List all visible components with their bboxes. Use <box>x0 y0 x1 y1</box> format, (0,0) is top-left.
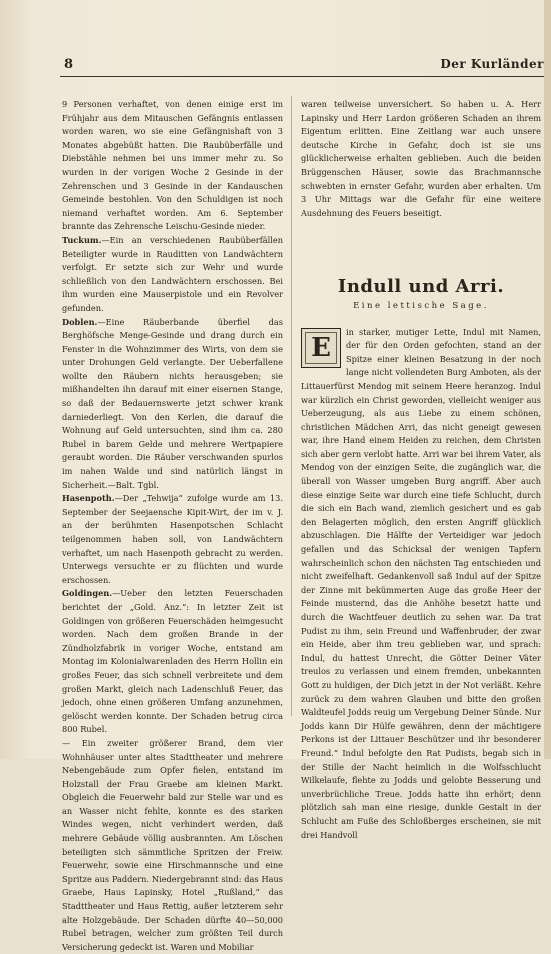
page-edge <box>544 0 551 759</box>
story-title: Indull und Arri. <box>337 276 505 298</box>
paragraph: Doblen.—Eine Räuberbande überfiel das Berghöfsche Menge-Gesinde und drang durch ein Fenster in die Wohnzimmer des Wirts, von dem sie unter Drohungen Geld verlangte. Der Ueberfallene wollte den Räubern nichts herausgeben; sie mißhandelten ihn darauf mit einer eisernen Stange, so daß der Bedauernswerte jetzt schwer krank darniederliegt. Von den Kerlen, die darauf die Wohnung auf Geld untersuchten, sind ihm ca. 280 Rubel in barem Gelde und mehrere Wertpapiere geraubt worden. Die Räuber verschwanden spurlos im nahen Walde und sind natürlich längst in Sicherheit.—Balt. Tgbl. <box>62 316 283 490</box>
column-divider <box>291 96 292 716</box>
running-title: Der Kurländer <box>440 57 544 71</box>
drop-cap: E <box>301 328 341 368</box>
place-heading: Hasenpoth. <box>62 493 115 504</box>
paragraph: Tuckum.—Ein an verschiedenen Raubüberfällen Beteiligter wurde in Rauditten von Landwächtern verfolgt. Er setzte sich zur Wehr und wurde schließlich von den Landwächtern erschossen. Bei ihm wurden eine Mauserpistole und ein Revolver gefunden. <box>62 234 283 313</box>
story-subtitle: Eine lettische Sage. <box>353 300 489 311</box>
paragraph: Goldingen.—Ueber den letzten Feuerschaden berichtet der „Gold. Anz.“: In letzter Zeit ist Goldingen von größeren Feuerschäden heimgesucht worden. Nach dem großen Brande in der Zündholzfabrik in voriger Woche, entstand am Montag im Kolonialwarenladen des Herrn Hollin ein großes Feuer, das sich schnell verbreitete und dem großen Markt, gleich nach Ladenschluß Feuer, das jedoch, ohne einen größeren Umfang anzunehmen, gelöscht werden konnte. Der Schaden betrug circa 800 Rubel. <box>62 588 283 735</box>
place-heading: Doblen. <box>62 316 98 327</box>
paragraph: Hasenpoth.—Der „Tehwija“ zufolge wurde am 13. September der Seejaensche Kipit-Wirt, der im v. J. an der berühmten Hasenpotschen Schlacht teilgenommen haben soll, von Landwächtern verhaftet, um nach Hasenpoth gebracht zu werden. Unterwegs versuchte er zu flüchten und wurde erschossen. <box>62 493 283 585</box>
page-header <box>64 57 544 73</box>
place-heading: Tuckum. <box>62 234 102 245</box>
paragraph: — Ein zweiter größerer Brand, dem vier Wohnhäuser unter altes Stadttheater und mehrere Nebengebäude zum Opfer fielen, entstand im Holzstall der Frau Graebe am kleinen Markt. Obgleich die Feuerwehr bald zur Stelle war und es an Wasser nicht fehlte, konnte es des starken Windes wegen, nicht verhindert werden, daß mehrere Gebäude völlig ausbrannten. Am Löschen beteiligten sich sämmtliche Spritzen der Freiw. Feuerwehr, sowie eine Hirschmannsche und eine Spritze aus Paddern. Niedergebrannt sind: das Haus Graebe, Haus Lapinsky, Hotel „Rußland,“ das Stadttheater und Haus Rettig, außer letzterem sehr alte Holzgebäude. Der Schaden dürfte 40—50,000 Rubel betragen, welcher zum größten Teil durch Versicherung gedeckt ist. Waren und Mobiliar <box>62 737 283 952</box>
story-text: E in starker, mutiger Lette, Indul mit Namen, der für den Orden gefochten, stand an der Spitze einer kleinen Besatzung in der noch lange nicht vollendeten Burg Amboten, als der Littauerfürst Mendog mit seinem Heere heranzog. Indul war kürzlich ein Christ geworden, vielleicht weniger aus Ueberzeugung, als aus Liebe zu einem schönen, christlichen Mädchen Arri, das nicht geneigt gewesen war, ihre Hand einem Heiden zu reichen, dem Christen sich aber gern verlobt hatte. Arri war bei ihrem Vater, als Mendog von der einzigen Seite, die zugänglich war, die überall von Wasser umgeben Burg angriff. Aber auch diese einzige Seite war durch eine tiefe Schlucht, durch die sich ein Bach wand, ziemlich gesichert und es gab den Belagerten möglich, den ersten Angriff glücklich abzuschlagen. Die Hälfte der Verteidiger war jedoch gefallen und das Schicksal der wenigen Tapfern wahrscheinlich schon den nächsten Tag entschieden und nicht zweifelhaft. Gedankenvoll saß Indul auf der Spitze der Zinne mit bekümmerten Auge das große Heer der Feinde musternd, das die Anhöhe besetzt hatte und durch die Wachtfeuer deutlich zu sehen war. Da trat Pudist zu ihm, sein Freund und Waffenbruder, der zwar ein Heide, aber ihm treu geblieben war, und sprach: Indul, du hattest Unrecht, die Götter Deiner Väter treulos zu verlassen und einem fremden, unbekannten Gott zu huldigen, der Dich jetzt in der Not verläßt. Kehre zurück zu dem wahren Glauben und bitte den großen Waldteufel Jodds reuig um Vergebung Deiner Sünde. Nur Jodds kann Dir Hülfe gewähren, denn der mächtigere Perkons ist der Littauer Beschützer und ihr besonderer Freund.“ Indul befolgte den Rat Pudists, begab sich in der Stille der Nacht heimlich in die Wolfsschlucht Wilkelaufe, flehte zu Jodds und gelobte Besserung und unverbrüchliche Treue. Jodds hatte ihn erhört; denn plötzlich sah man eine riesige, dunkle Gestalt in der Schlucht am Fuße des Schloßberges erscheinen, sie mit drei Handvoll <box>301 326 541 840</box>
right-column <box>301 98 541 842</box>
left-column <box>62 98 283 954</box>
header-rule <box>60 76 544 77</box>
place-heading: Goldingen. <box>62 588 113 599</box>
page-number: 8 <box>64 57 74 72</box>
paragraph: 9 Personen verhaftet, von denen einige erst im Frühjahr aus dem Mitauschen Gefängnis entlassen worden waren, wo sie eine Gefängnishaft von 3 Monates abgebüßt hatten. Die Raubüberfälle und Diebstähle nehmen bei uns immer mehr zu. So wurden in der vorigen Woche 2 Gesinde in der Zehrenschen und 3 Gesinde in der Kandauschen Gemeinde bestohlen. Von den Schuldigen ist noch niemand verhaftet worden. Am 6. September brannte das Zehrensche Leischu-Gesinde nieder. <box>62 99 283 232</box>
paragraph: waren teilweise unversichert. So haben u. A. Herr Lapinsky und Herr Lardon größeren Schaden an ihrem Eigentum erlitten. Eine Zeitlang war auch unsere deutsche Kirche in Gefahr, doch ist sie uns glücklicherweise erhalten geblieben. Auch die beiden Brüggenschen Häuser, sowie das Brachmannsche schwebten in ernster Gefahr, wurden aber erhalten. Um 3 Uhr Mittags war die Gefahr für eine weitere Ausdehnung des Feuers beseitigt. <box>301 99 541 218</box>
